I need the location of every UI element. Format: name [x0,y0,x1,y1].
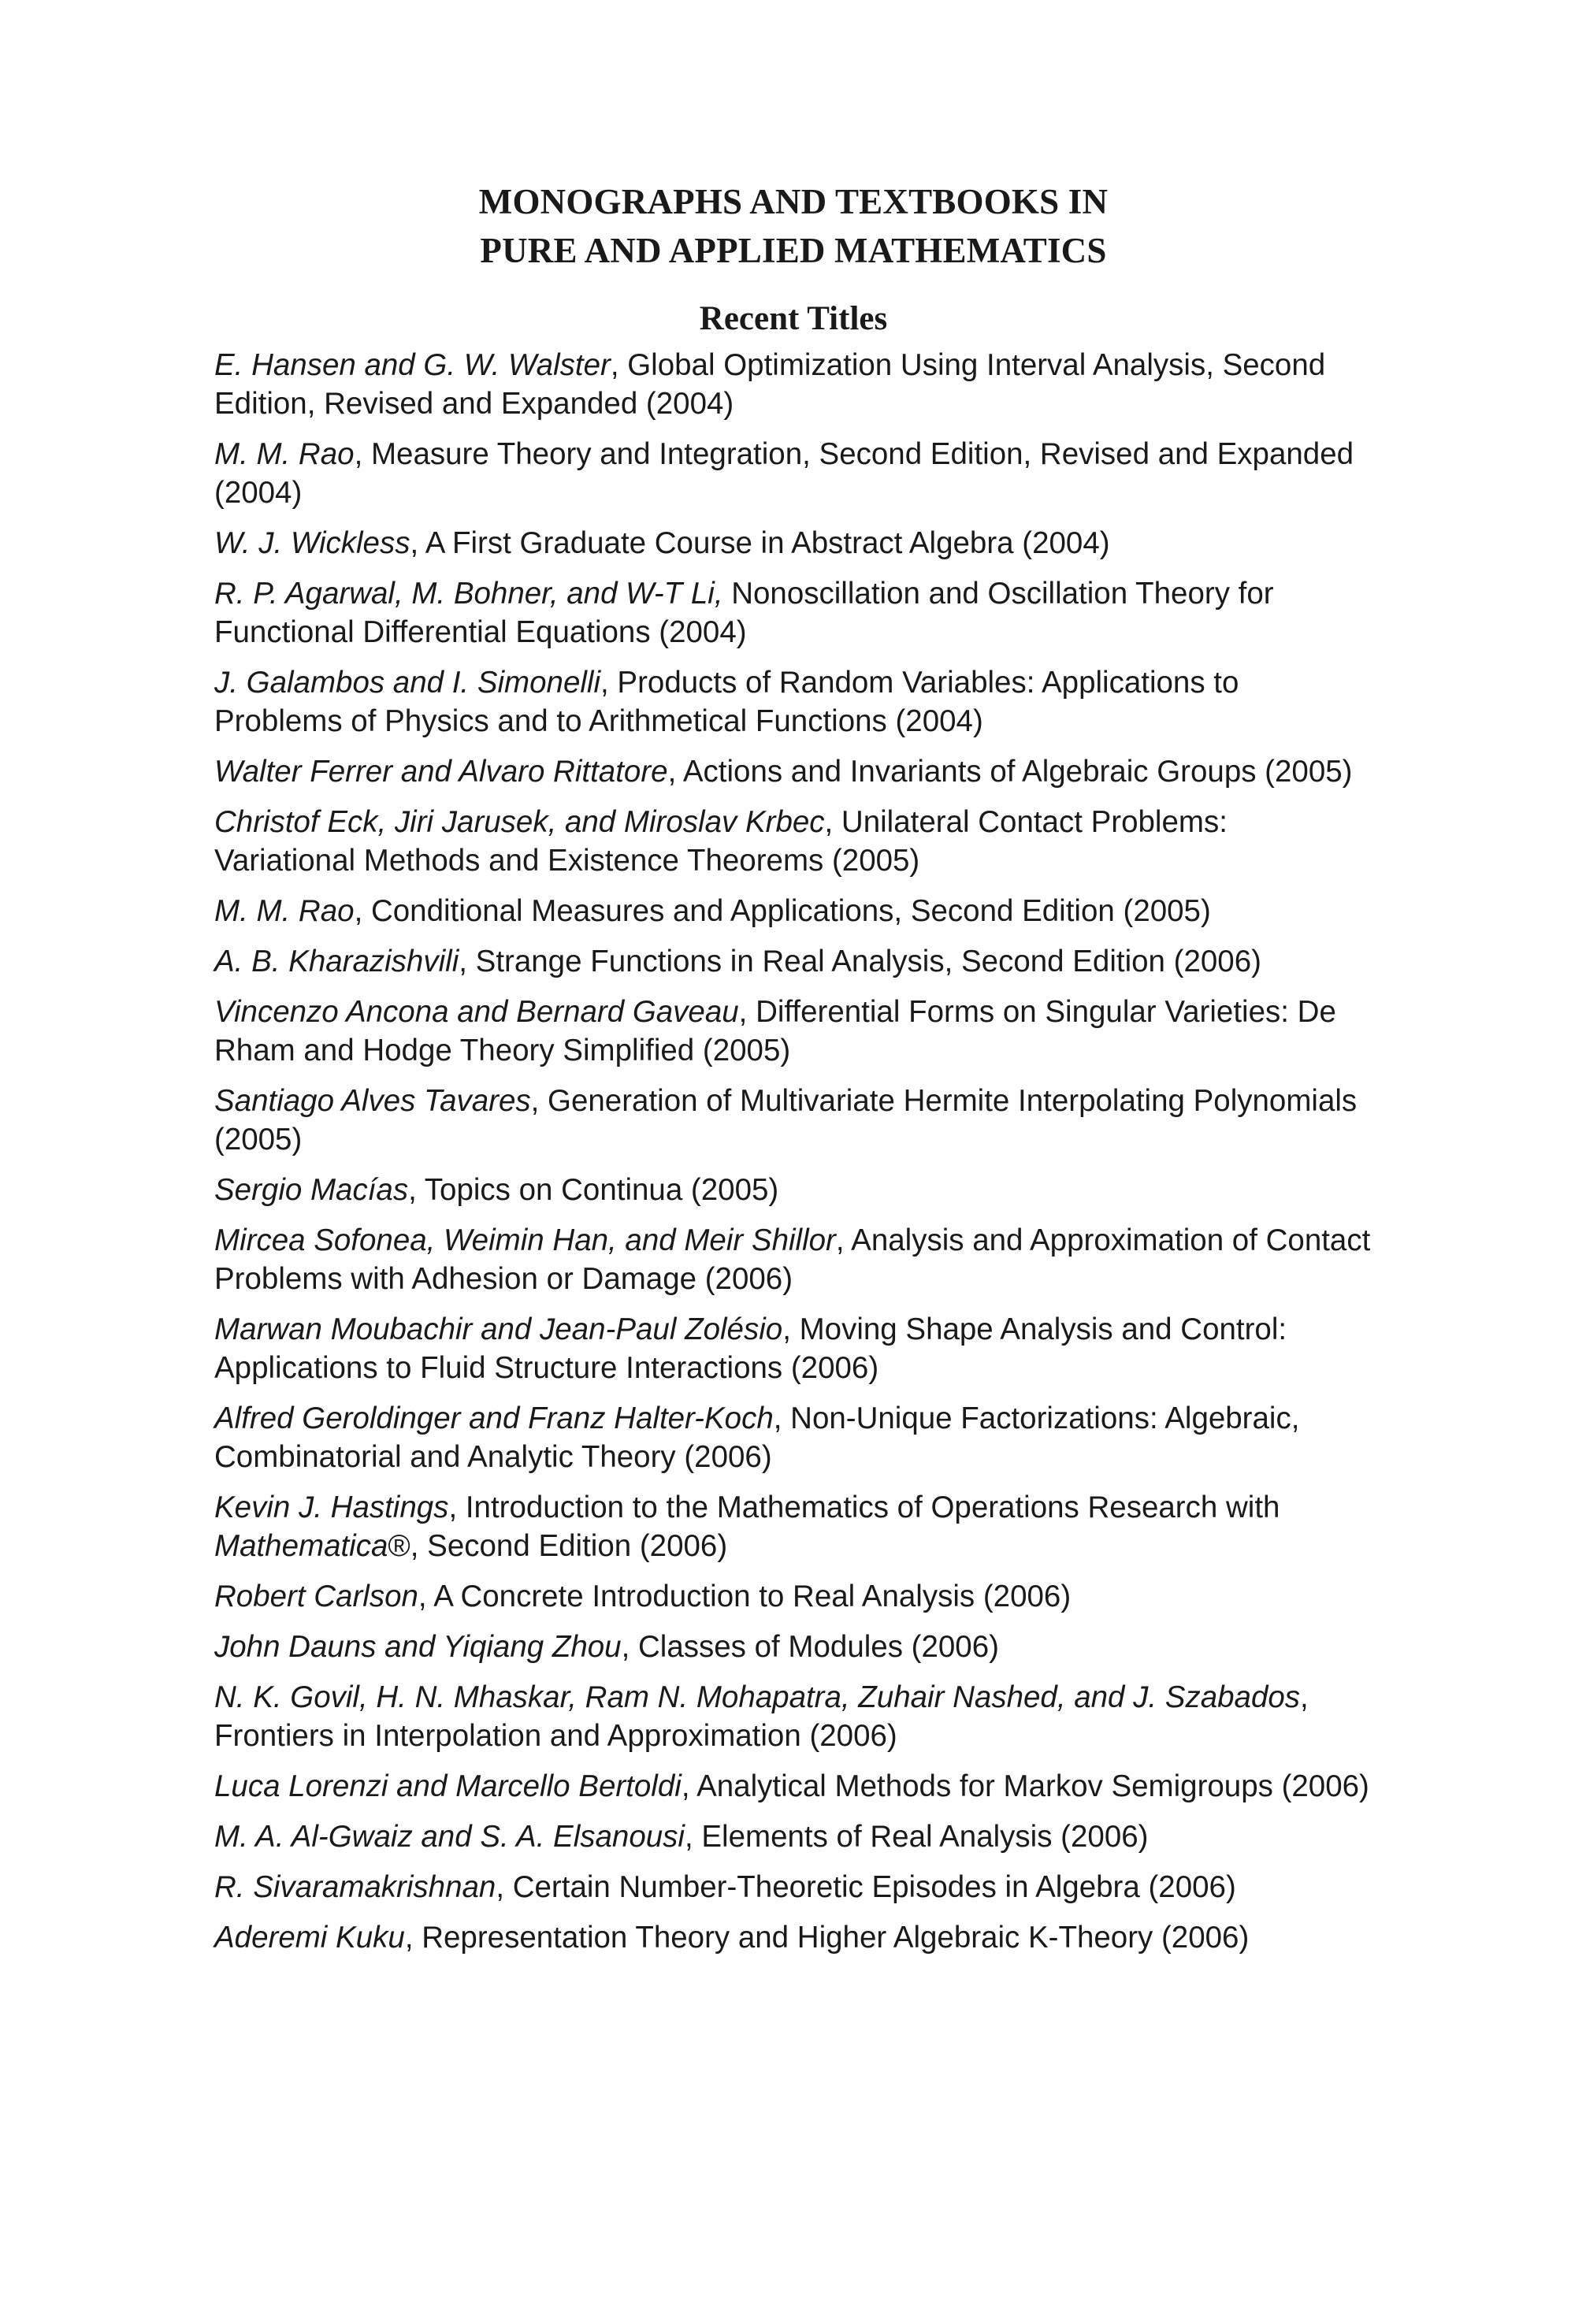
entry-title: , Generation of Multivariate Hermite Interpolating Polynomials (2005) [214,1084,1358,1156]
entry-title: , Moving Shape Analysis and Control: Applications to Fluid Structure Interactions (2006) [214,1312,1287,1385]
entry-title: , Elements of Real Analysis (2006) [684,1820,1149,1854]
entry-authors: W. J. Wickless [214,526,410,560]
entry-title-tail: ®, Second Edition (2006) [388,1529,728,1563]
title-entry [214,1171,1372,1209]
title-entry [214,1817,1372,1856]
title-entry [214,1628,1372,1666]
entry-title: , Strange Functions in Real Analysis, Second Edition (2006) [459,945,1261,978]
entry-title: , Actions and Invariants of Algebraic Groups (2005) [667,755,1353,789]
title-entry [214,993,1372,1070]
entry-title: , Representation Theory and Higher Algebraic K-Theory (2006) [404,1921,1250,1955]
title-entry [214,942,1372,981]
entry-title: , Unilateral Contact Problems: Variational Methods and Existence Theorems (2005) [214,805,1228,878]
entry-authors: Luca Lorenzi and Marcello Bertoldi [214,1769,682,1803]
entry-authors: R. Sivaramakrishnan [214,1870,496,1904]
entry-title: Nonoscillation and Oscillation Theory for Functional Differential Equations (2004) [214,577,1274,649]
entry-authors: Santiago Alves Tavares [214,1084,531,1118]
entry-title: , Topics on Continua (2005) [408,1173,779,1207]
entry-title: , A Concrete Introduction to Real Analysis (2006) [418,1580,1072,1613]
entry-authors: Sergio Macías [214,1173,409,1207]
entry-authors: R. P. Agarwal, M. Bohner, and W-T Li, [214,577,723,611]
title-entry [214,1310,1372,1387]
title-entry [214,574,1372,652]
entry-authors: M. M. Rao [214,437,355,471]
title-entry [214,1767,1372,1806]
title-entry [214,892,1372,930]
entry-title: , Non-Unique Factorizations: Algebraic, Combinatorial and Analytic Theory (2006) [214,1401,1300,1474]
entry-authors: Marwan Moubachir and Jean-Paul Zolésio [214,1312,783,1346]
entry-authors: Vincenzo Ancona and Bernard Gaveau [214,995,739,1029]
document-page [214,177,1372,1969]
entry-title: , Analysis and Approximation of Contact Problems with Adhesion or Damage (2006) [214,1223,1371,1296]
title-entry [214,1868,1372,1906]
title-entry [214,346,1372,423]
series-title-line-1: MONOGRAPHS AND TEXTBOOKS IN [478,182,1109,221]
entry-authors: J. Galambos and I. Simonelli [214,666,601,700]
title-entry [214,524,1372,562]
title-entry [214,663,1372,741]
entry-authors: N. K. Govil, H. N. Mhaskar, Ram N. Mohapatra, Zuhair Nashed, and J. Szabados [214,1680,1301,1714]
entry-title: , Conditional Measures and Applications, Second Edition (2005) [354,894,1211,928]
title-entry [214,1488,1372,1565]
entry-authors: Walter Ferrer and Alvaro Rittatore [214,755,668,789]
entry-authors: E. Hansen and G. W. Walster [214,348,611,382]
entry-authors: John Dauns and Yiqiang Zhou [214,1630,622,1664]
title-entry [214,1577,1372,1616]
entry-authors: Mircea Sofonea, Weimin Han, and Meir Shillor [214,1223,836,1257]
title-entry [214,1221,1372,1298]
entry-title: , Differential Forms on Singular Varieties: De Rham and Hodge Theory Simplified (2005) [214,995,1336,1067]
entry-authors: Alfred Geroldinger and Franz Halter-Koch [214,1401,774,1435]
entry-authors: Robert Carlson [214,1580,418,1613]
entry-title: , A First Graduate Course in Abstract Algebra (2004) [410,526,1110,560]
entry-title: , Global Optimization Using Interval Analysis, Second Edition, Revised and Expanded (2004) [214,348,1326,421]
entry-authors: Christof Eck, Jiri Jarusek, and Miroslav Krbec [214,805,825,839]
recent-titles-heading: Recent Titles [699,300,888,337]
title-list [214,346,1372,1957]
title-entry [214,1678,1372,1755]
entry-title: , Certain Number-Theoretic Episodes in Algebra (2006) [496,1870,1236,1904]
title-entry [214,1918,1372,1957]
entry-title: , Products of Random Variables: Applications to Problems of Physics and to Arithmetical Functions (2004) [214,666,1239,738]
entry-title: , Frontiers in Interpolation and Approximation (2006) [214,1680,1309,1753]
entry-authors: M. A. Al-Gwaiz and S. A. Elsanousi [214,1820,685,1854]
title-entry [214,752,1372,791]
entry-authors: Kevin J. Hastings [214,1491,449,1524]
entry-title: , Analytical Methods for Markov Semigroups (2006) [681,1769,1369,1803]
title-entry [214,1399,1372,1476]
series-title [214,177,1372,275]
title-entry [214,1082,1372,1159]
title-entry [214,435,1372,512]
entry-title: , Introduction to the Mathematics of Operations Research with [448,1491,1280,1524]
entry-authors: Aderemi Kuku [214,1921,405,1955]
title-entry [214,803,1372,880]
entry-authors: M. M. Rao [214,894,355,928]
entry-title-emphasis: Mathematica [214,1529,388,1563]
entry-authors: A. B. Kharazishvili [214,945,459,978]
series-title-line-2: PURE AND APPLIED MATHEMATICS [480,231,1107,270]
entry-title: , Measure Theory and Integration, Second Edition, Revised and Expanded (2004) [214,437,1354,510]
entry-title: , Classes of Modules (2006) [621,1630,999,1664]
